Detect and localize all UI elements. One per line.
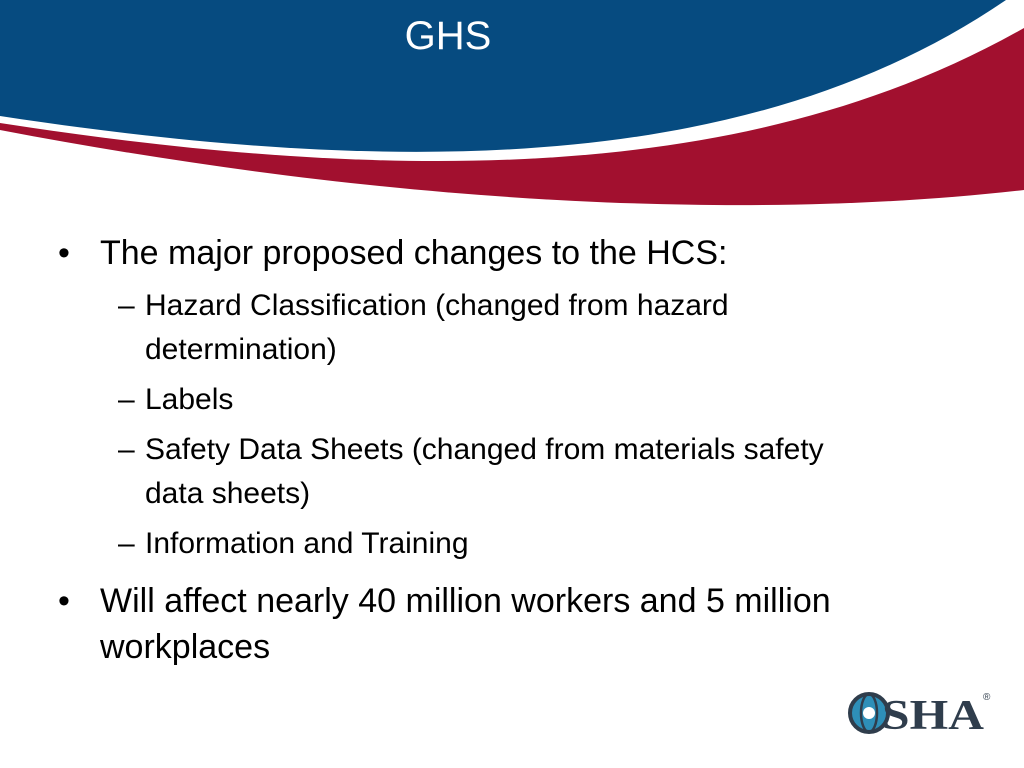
sub-bullet-text: Safety Data Sheets (changed from materials safety data sheets) <box>145 433 824 510</box>
registered-mark: ® <box>983 692 991 703</box>
osha-logo <box>848 688 993 738</box>
bullet-marker: • <box>58 582 70 620</box>
slide-title: GHS <box>404 14 492 58</box>
sub-bullet-item <box>58 284 845 372</box>
bullet-text: Will affect nearly 40 million workers and 5 million workplaces <box>100 582 831 666</box>
sub-bullet-marker: – <box>118 433 135 466</box>
sub-bullet-list <box>58 284 988 566</box>
sub-bullet-text: Hazard Classification (changed from hazard determination) <box>145 289 729 366</box>
bullet-item <box>58 578 988 670</box>
bullet-marker: • <box>58 234 70 272</box>
sub-bullet-item <box>58 378 845 422</box>
slide-body <box>58 230 988 678</box>
sub-bullet-item <box>58 522 845 566</box>
sub-bullet-text: Labels <box>145 383 234 416</box>
sub-bullet-marker: – <box>118 527 135 560</box>
sub-bullet-marker: – <box>118 383 135 416</box>
bullet-text: The major proposed changes to the HCS: <box>100 234 728 272</box>
osha-wordmark: SHA <box>882 693 985 738</box>
sub-bullet-item <box>58 428 845 516</box>
bullet-item <box>58 230 988 276</box>
sub-bullet-text: Information and Training <box>145 527 469 560</box>
sub-bullet-marker: – <box>118 289 135 322</box>
